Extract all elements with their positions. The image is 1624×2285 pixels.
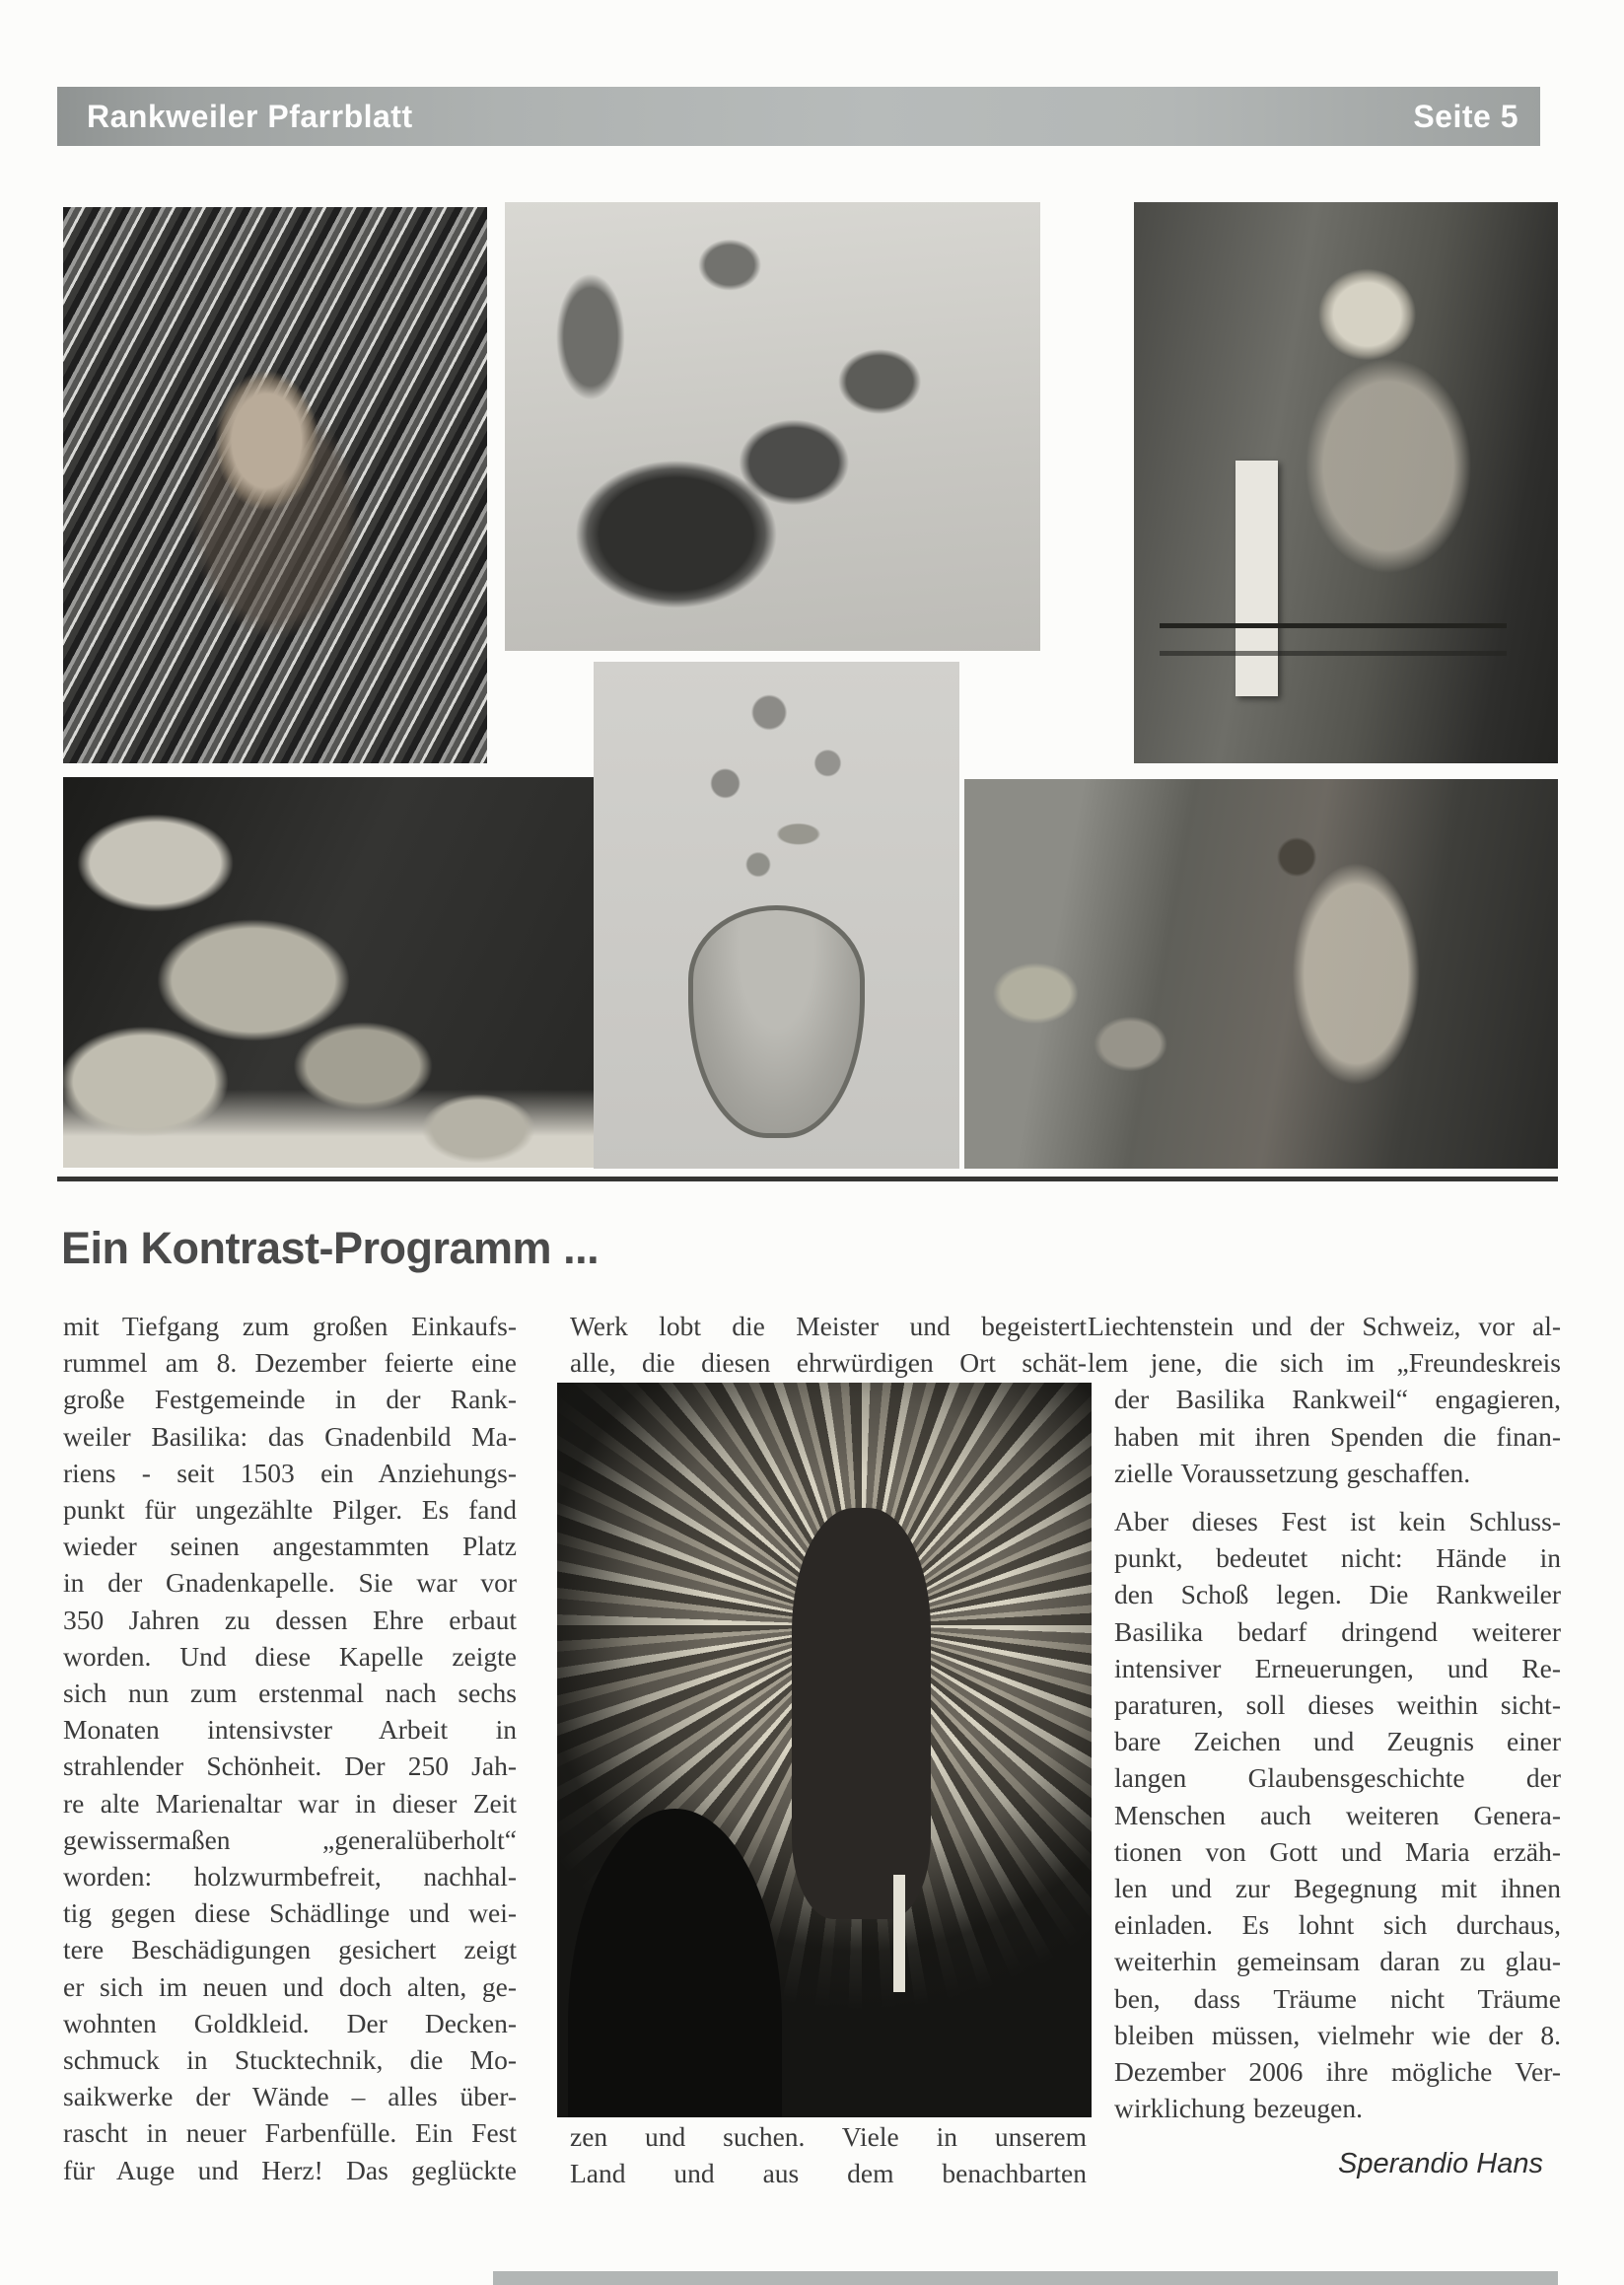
text-line: sich nun zum erstenmal nach sechs	[63, 1678, 517, 1709]
text-line: den Schoß legen. Die Rankweiler	[1114, 1579, 1561, 1610]
text-line: bleiben müssen, vielmehr wie der 8.	[1114, 2019, 1561, 2050]
text-line: Monaten intensivster Arbeit in	[63, 1714, 517, 1746]
text-line: wirklichung bezeugen.	[1114, 2093, 1363, 2124]
text-column-3-para1	[1088, 1308, 1561, 1491]
text-line: Land und aus dem benachbarten	[570, 2158, 1087, 2189]
page-header-bar	[57, 87, 1540, 146]
photo-stucco-flowers	[594, 662, 959, 1169]
photo-altar-worker	[964, 779, 1558, 1169]
text-line: weiterhin gemeinsam daran zu glau-	[1114, 1946, 1561, 1977]
photo-gilded-ornament	[505, 202, 1040, 651]
text-line: Liechtenstein und der Schweiz, vor al-	[1088, 1311, 1561, 1341]
text-line: rummel am 8. Dezember feierte eine	[63, 1347, 517, 1379]
text-line: 350 Jahren zu dessen Ehre erbaut	[63, 1604, 517, 1635]
text-line: zen und suchen. Viele in unserem	[570, 2121, 1087, 2152]
text-line: große Festgemeinde in der Rank-	[63, 1384, 517, 1415]
text-line: alle, die diesen ehrwürdigen Ort schät-	[570, 1347, 1087, 1379]
text-line: punkt für ungezählte Pilger. Es fand	[63, 1494, 517, 1526]
text-column-2-bottom	[570, 2118, 1087, 2191]
text-line: Menschen auch weiteren Genera-	[1114, 1799, 1561, 1830]
text-line: weiler Basilika: das Gnadenbild Ma-	[63, 1420, 517, 1452]
article-headline: Ein Kontrast-Programm ...	[61, 1223, 600, 1273]
text-line: intensiver Erneuerungen, und Re-	[1114, 1652, 1561, 1683]
text-line: langen Glaubensgeschichte der	[1114, 1762, 1561, 1794]
text-line: Werk lobt die Meister und begeistert	[570, 1311, 1087, 1341]
text-line: bare Zeichen und Zeugnis einer	[1114, 1726, 1561, 1757]
text-line: mit Tiefgang zum großen Einkaufs-	[63, 1311, 517, 1341]
bottom-page-strip	[493, 2271, 1558, 2285]
text-line: haben mit ihren Spenden die finan-	[1114, 1420, 1561, 1452]
text-line: punkt, bedeutet nicht: Hände in	[1114, 1542, 1561, 1574]
text-line: für Auge und Herz! Das geglückte	[63, 2154, 517, 2185]
text-line: worden. Und diese Kapelle zeigte	[63, 1640, 517, 1672]
text-line: Dezember 2006 ihre mögliche Ver-	[1114, 2056, 1561, 2088]
text-line: Aber dieses Fest ist kein Schluss-	[1114, 1506, 1561, 1536]
text-line: Basilika bedarf dringend weiterer	[1114, 1615, 1561, 1647]
photo-restorer-woman	[1134, 202, 1558, 763]
text-line: einladen. Es lohnt sich durchaus,	[1114, 1909, 1561, 1941]
author-signature: Sperandio Hans	[1338, 2148, 1543, 2179]
newsletter-title: Rankweiler Pfarrblatt	[87, 98, 413, 134]
text-line: wieder seinen angestammten Platz	[63, 1531, 517, 1562]
text-line: saikwerke der Wände – alles über-	[63, 2081, 517, 2112]
text-column-1	[63, 1308, 517, 2188]
photo-organ-angel	[63, 207, 487, 763]
text-line: worden: holzwurmbefreit, nachhal-	[63, 1861, 517, 1892]
text-line: riens - seit 1503 ein Anziehungs-	[63, 1457, 517, 1488]
text-column-2-top	[570, 1308, 1087, 1381]
text-column-3-para2	[1088, 1503, 1561, 2126]
text-line: der Basilika Rankweil“ engagieren,	[1114, 1384, 1561, 1415]
page-number-label: Seite 5	[1413, 98, 1518, 134]
text-line: tere Beschädigungen gesichert zeigt	[63, 1934, 517, 1965]
text-line: len und zur Begegnung mit ihnen	[1114, 1873, 1561, 1904]
photo-material-baskets	[63, 777, 640, 1168]
text-line: strahlender Schönheit. Der 250 Jah-	[63, 1750, 517, 1782]
text-line: wohnten Goldkleid. Der Decken-	[63, 2007, 517, 2038]
text-line: er sich im neuen und doch alten, ge-	[63, 1970, 517, 2002]
text-line: re alte Marienaltar war in dieser Zeit	[63, 1787, 517, 1819]
candle-detail	[893, 1875, 905, 1992]
text-line: paraturen, soll dieses weithin sicht-	[1114, 1689, 1561, 1721]
text-line: gewissermaßen „generalüberholt“	[63, 1823, 517, 1855]
text-line: ben, dass Träume nicht Träume	[1114, 1982, 1561, 2014]
text-line: zielle Voraussetzung geschaffen.	[1114, 1457, 1471, 1488]
text-line: tig gegen diese Schädlinge und wei-	[63, 1897, 517, 1929]
text-line: rascht in neuer Farbenfülle. Ein Fest	[63, 2117, 517, 2149]
photo-madonna-altar	[557, 1383, 1092, 2117]
text-line: lem jene, die sich im „Freundeskreis	[1088, 1347, 1561, 1379]
text-line: in der Gnadenkapelle. Sie war vor	[63, 1567, 517, 1599]
text-line: schmuck in Stucktechnik, die Mo-	[63, 2044, 517, 2076]
text-line: tionen von Gott und Maria erzäh-	[1114, 1835, 1561, 1867]
collage-divider-line	[57, 1177, 1558, 1181]
